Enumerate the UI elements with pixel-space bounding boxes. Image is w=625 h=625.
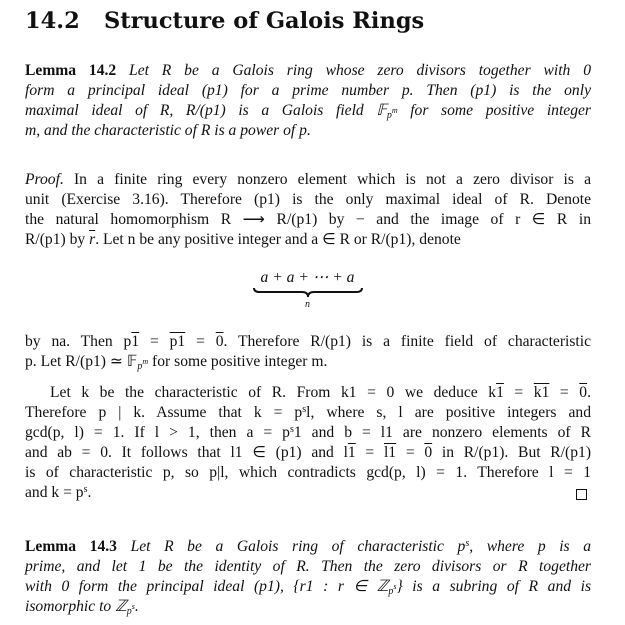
k1-bar: k1 bbox=[533, 384, 550, 401]
lemma-label: Lemma 14.3 bbox=[25, 538, 117, 555]
proof-text-line: Let k be the characteristic of R. From k1 = 0 we deduce k1 = k1 = 0. bbox=[50, 384, 591, 401]
proof-text-segment: l, where s, l are positive integers and bbox=[306, 404, 591, 421]
lemma-text-segment: Let R be a Galois ring of characteristic p bbox=[116, 538, 466, 555]
lemma-14-3 bbox=[25, 537, 591, 617]
lemma-text-line bbox=[25, 597, 591, 617]
proof-label: Proof. bbox=[25, 171, 64, 188]
proof-text-segment: . Let n be any positive integer and a ∈ R or R/(p1), denote bbox=[95, 231, 461, 248]
lemma-text-segment: } is a subring of R and is bbox=[396, 578, 592, 595]
proof-text-segment: and k = p bbox=[25, 484, 84, 501]
one-bar: 1 bbox=[347, 444, 356, 461]
superscript: s bbox=[302, 404, 307, 415]
superscript: s bbox=[465, 538, 470, 549]
proof-text-line bbox=[25, 230, 591, 250]
proof-text-segment: . Therefore R/(p1) is a finite field of characteristic bbox=[223, 333, 592, 350]
p1-bar: p1 bbox=[169, 333, 186, 350]
lemma-text-line: Let R be a Galois ring whose zero divisors together with 0 bbox=[116, 62, 591, 79]
underbrace-icon bbox=[252, 287, 364, 299]
proof-text-segment: In a finite ring every nonzero element which is not a zero divisor is a bbox=[63, 171, 591, 188]
lemma-text-segment: . bbox=[134, 598, 139, 615]
proof-text-line: is of characteristic p, so p|l, which contradicts gcd(p, l) = 1. Therefore l = 1 bbox=[25, 464, 591, 481]
proof-text-segment: for some positive integer m. bbox=[148, 353, 328, 370]
lemma-text-line bbox=[25, 101, 591, 121]
proof-text-line: by na. Then p1 = p1 = 0. Therefore R/(p1) is a finite field of characteristic bbox=[25, 333, 592, 350]
lemma-text-line bbox=[25, 577, 591, 597]
proof-text-line bbox=[25, 423, 591, 443]
section-number: 14.2 bbox=[25, 8, 80, 34]
ring-subscript: ps bbox=[388, 582, 397, 597]
superscript: s bbox=[83, 484, 88, 495]
section-title: Structure of Galois Rings bbox=[104, 8, 425, 34]
proof-text-segment: Let k be the characteristic of R. From k1 = 0 we deduce k bbox=[50, 384, 497, 401]
proof-text-line: unit (Exercise 3.16). Therefore (p1) is the only maximal ideal of R. Denote bbox=[25, 191, 591, 208]
lemma-text-segment: maximal ideal of R, R/(p1) is a Galois field 𝔽 bbox=[25, 102, 387, 119]
proof-text-line bbox=[25, 352, 591, 372]
equation-expression: a + a + ⋯ + a bbox=[260, 269, 355, 286]
lemma-14-2 bbox=[25, 61, 591, 141]
qed-box-icon bbox=[576, 489, 587, 500]
display-equation bbox=[250, 268, 365, 316]
lemma-text-line: m, and the characteristic of R is a power of p. bbox=[25, 122, 311, 139]
proof-text-segment: in R/(p1). But R/(p1) bbox=[432, 444, 592, 461]
proof-text-line: and ab = 0. It follows that l1 ∈ (p1) and l1 = l1 = 0 in R/(p1). But R/(p1) bbox=[25, 444, 592, 461]
lemma-text-line bbox=[25, 537, 591, 557]
proof-text-segment: Therefore p | k. Assume that k = p bbox=[25, 404, 303, 421]
lemma-text-segment: for some positive integer bbox=[397, 102, 591, 119]
proof-text-segment: 1 and b = l1 are nonzero elements of R bbox=[293, 424, 591, 441]
proof-text-segment: gcd(p, l) = 1. If l > 1, then a = p bbox=[25, 424, 290, 441]
superscript: s bbox=[289, 424, 294, 435]
r-bar: $\overline{r}$ bbox=[89, 231, 96, 248]
proof-paragraph-3 bbox=[25, 383, 591, 503]
proof-text-segment: by na. Then p bbox=[25, 333, 132, 350]
proof-text-segment: R/(p1) by bbox=[25, 231, 90, 248]
proof-text-segment: p. Let R/(p1) ≃ 𝔽 bbox=[25, 353, 138, 370]
lemma-text-segment: with 0 form the principal ideal (p1), {r1 : r ∈ ℤ bbox=[25, 578, 389, 595]
one-bar: 1 bbox=[131, 333, 140, 350]
proof-text-segment: and ab = 0. It follows that l1 ∈ (p1) and l bbox=[25, 444, 348, 461]
one-bar: 1 bbox=[496, 384, 504, 401]
proof-text-line: the natural homomorphism R ⟶ R/(p1) by − and the image of r ∈ R in bbox=[25, 211, 591, 228]
underbrace-label: n bbox=[305, 299, 310, 310]
l1-bar: l1 bbox=[383, 444, 397, 461]
field-subscript: pm bbox=[386, 106, 398, 121]
proof-text-line: and $k = p^s$. bbox=[25, 484, 92, 501]
lemma-text-segment: isomorphic to ℤ bbox=[25, 598, 127, 615]
ring-subscript: ps bbox=[126, 602, 135, 617]
proof-text-line bbox=[25, 403, 591, 423]
lemma-text-line: form a principal ideal (p1) for a prime number p. Then (p1) is the only bbox=[25, 82, 591, 99]
zero-bar: 0 bbox=[215, 333, 224, 350]
field-subscript: pm bbox=[137, 357, 149, 372]
section-heading bbox=[25, 8, 424, 34]
proof-paragraph-1 bbox=[25, 170, 591, 250]
zero-bar: 0 bbox=[579, 384, 588, 401]
lemma-label: Lemma 14.2 bbox=[25, 62, 117, 79]
lemma-text-line: prime, and let 1 be the identity of R. Then the zero divisors or R together bbox=[25, 558, 591, 575]
lemma-text-segment: , where p is a bbox=[469, 538, 591, 555]
proof-paragraph-2 bbox=[25, 332, 591, 372]
zero-bar: 0 bbox=[424, 444, 433, 461]
